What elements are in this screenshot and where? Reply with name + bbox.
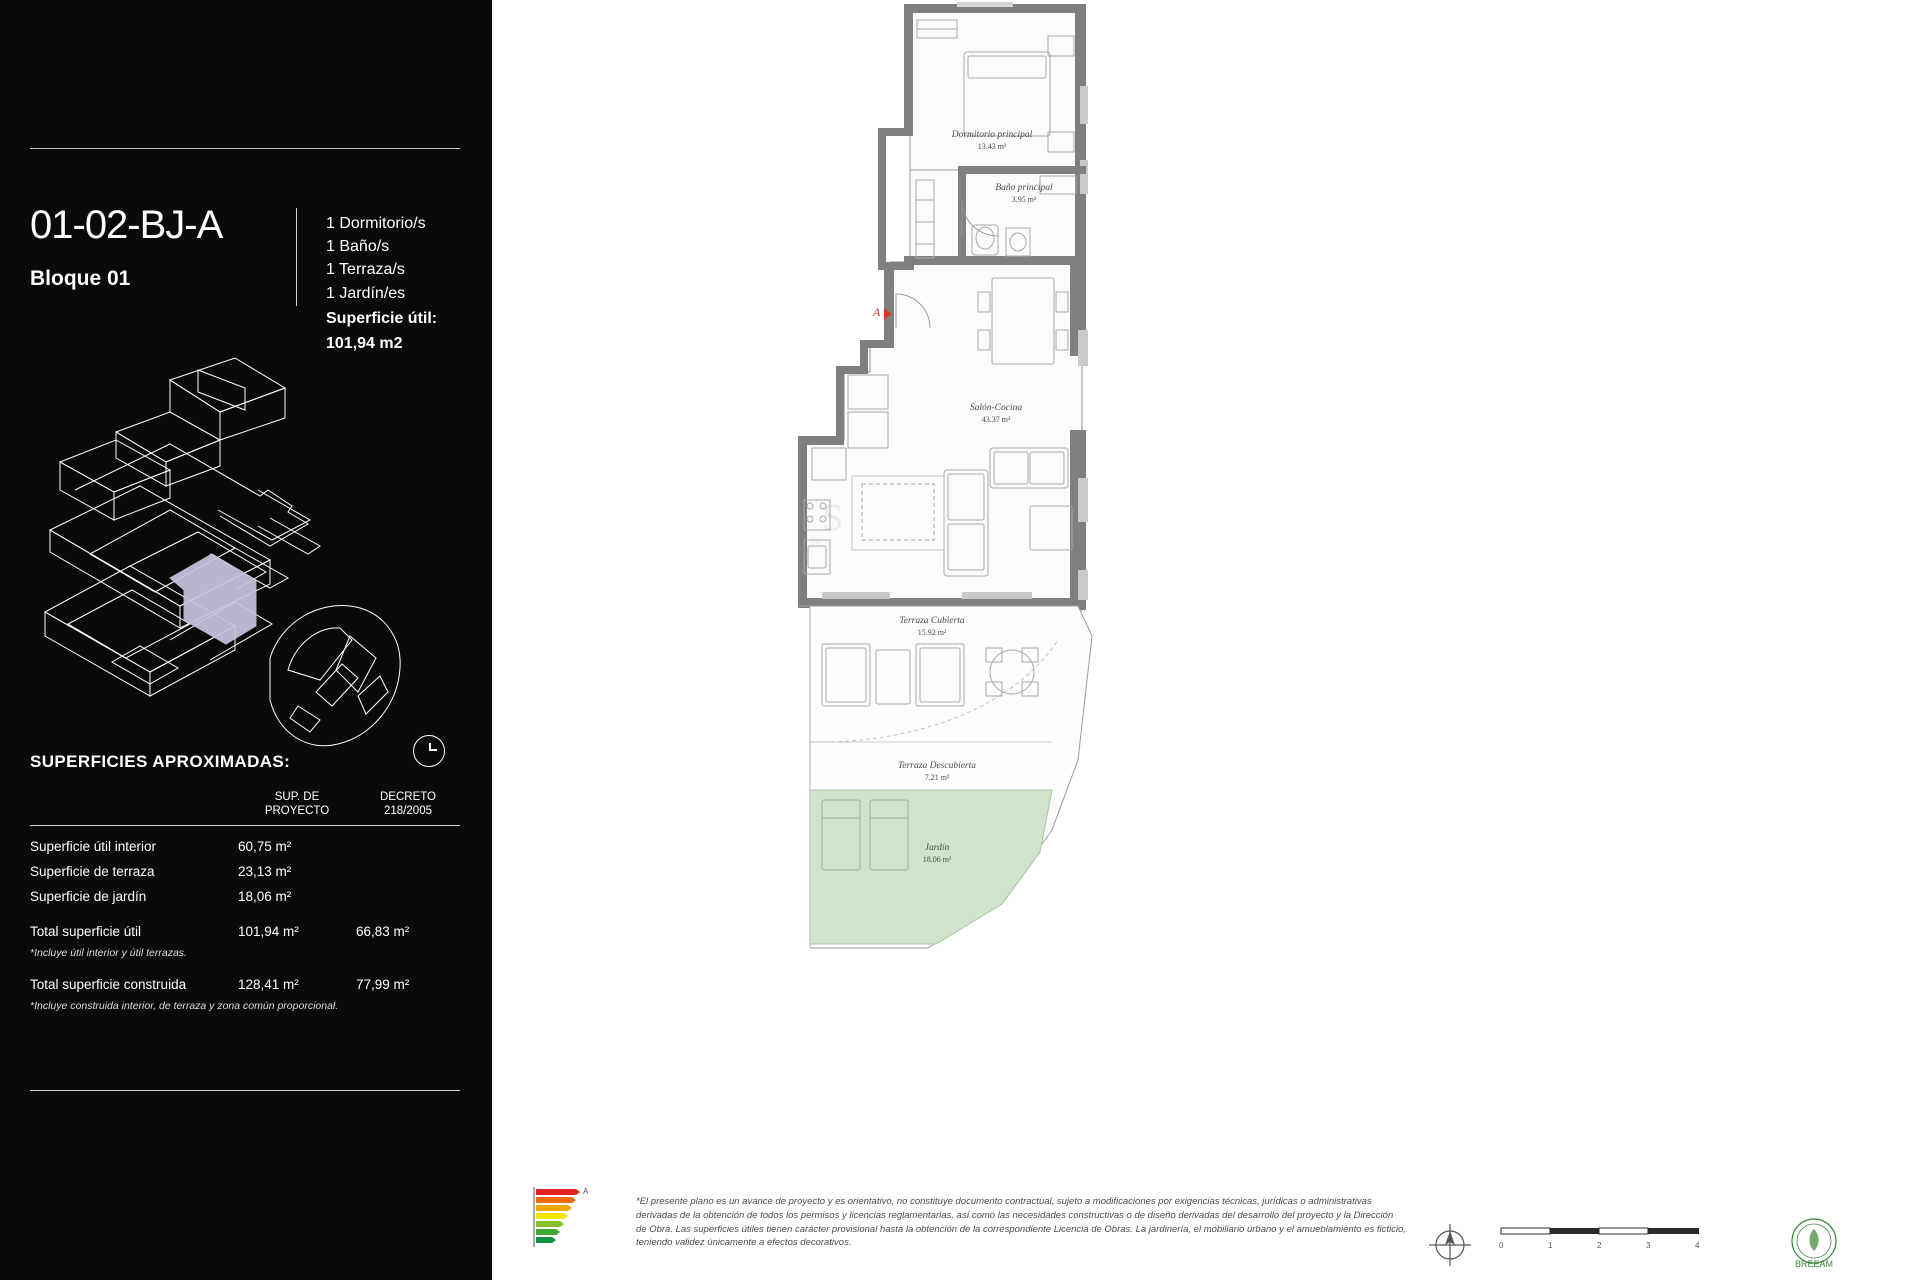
svg-text:4: 4 [1695,1241,1700,1250]
total-value-decree: 66,83 m² [356,923,410,939]
svg-text:S: S [822,497,844,539]
table-total-row [30,919,460,944]
table-header-project: SUP. DE PROYECTO [264,791,330,818]
panel-divider-bottom [30,1090,460,1091]
orientation-clock-icon [413,735,445,767]
svg-text:A: A [583,1187,589,1196]
svg-text:1: 1 [1548,1241,1553,1250]
unit-code: 01-02-BJ-A [30,203,223,247]
svg-text:2: 2 [1597,1241,1602,1250]
svg-text:TE: TE [810,538,823,549]
info-panel [0,0,492,1280]
spec-useful-area-label: Superficie útil: [326,309,438,327]
title-vertical-divider [296,208,297,306]
total-note: *Incluye construida interior, de terraza y zona común proporcional. [30,999,339,1012]
disclaimer-text: *El presente plano es un avance de proyecto y es orientativo, no constituye documento contractual, sujeto a modificaciones por exigencias técnicas, jurídicas o administrativas derivadas de la obtención de todos los permisos y licencias reglamentarias, así como las necesidades constructivas o de diseño derivadas del desarrollo del proyecto y la Dirección de Obra. Las superficies útiles tienen carácter provisional hasta la obtención de la correspondiente Licencia de Obras. La jardinería, el mobiliario urbano y el amueblamiento es ficticio, teniendo validez únicamente a efectos decorativos. [636,1196,1406,1249]
table-row [30,859,460,884]
row-value-project: 60,75 m² [238,838,292,854]
total-label: Total superficie útil [30,923,142,939]
total-value-project: 128,41 m² [238,976,299,992]
floor-plan [492,0,1920,1280]
isometric-building-diagram [20,340,470,760]
svg-text:13.43 m²: 13.43 m² [977,142,1007,151]
svg-text:Terraza Cubierta: Terraza Cubierta [899,616,965,626]
table-row [30,834,460,859]
total-value-project: 101,94 m² [238,923,299,939]
svg-text:A: A [873,305,881,319]
svg-text:0: 0 [1499,1241,1504,1250]
table-rule [30,825,460,826]
table-total-row [30,972,460,997]
block-label: Bloque 01 [30,267,131,290]
total-label: Total superficie construida [30,976,187,992]
total-value-decree: 77,99 m² [356,976,410,992]
table-header-decree: DECRETO 218/2005 [379,791,437,818]
surfaces-title: SUPERFICIES APROXIMADAS: [30,752,291,771]
svg-text:Dormitorio principal: Dormitorio principal [951,130,1033,140]
table-header-row [30,790,460,819]
panel-divider-top [30,148,460,149]
table-row [30,884,460,909]
surfaces-table [30,790,460,1013]
scale-bar [1495,1222,1720,1260]
svg-text:3.95 m²: 3.95 m² [1011,195,1037,204]
svg-text:BREEAM: BREEAM [1794,1259,1834,1269]
svg-text:15.92 m²: 15.92 m² [917,628,947,637]
svg-text:43.37 m²: 43.37 m² [981,415,1011,424]
svg-text:Baño principal: Baño principal [995,183,1053,193]
svg-text:Salón-Cocina: Salón-Cocina [969,403,1023,413]
row-label: Superficie de jardín [30,888,147,904]
energy-rating-icon [530,1185,620,1255]
spec-gardens: 1 Jardín/es [326,284,406,302]
breeam-logo [1775,1215,1853,1271]
svg-text:18.06 m²: 18.06 m² [922,855,952,864]
unit-specs [326,212,437,355]
svg-text:3: 3 [1646,1241,1651,1250]
svg-text:7.21 m²: 7.21 m² [924,773,950,782]
total-note: *Incluye útil interior y útil terrazas. [30,946,187,959]
north-compass-icon [1425,1220,1475,1270]
row-value-project: 18,06 m² [238,888,292,904]
svg-text:Terraza Descubierta: Terraza Descubierta [897,761,977,771]
garden-area [810,790,1052,944]
row-label: Superficie de terraza [30,863,155,879]
spec-bathrooms: 1 Baño/s [326,238,390,256]
row-value-project: 23,13 m² [238,863,292,879]
svg-text:Jardín: Jardín [924,843,950,853]
spec-bedrooms: 1 Dormitorio/s [326,215,426,232]
row-label: Superficie útil interior [30,838,157,854]
spec-terraces: 1 Terraza/s [326,261,405,279]
spec-useful-area-value: 101,94 m2 [326,334,403,352]
